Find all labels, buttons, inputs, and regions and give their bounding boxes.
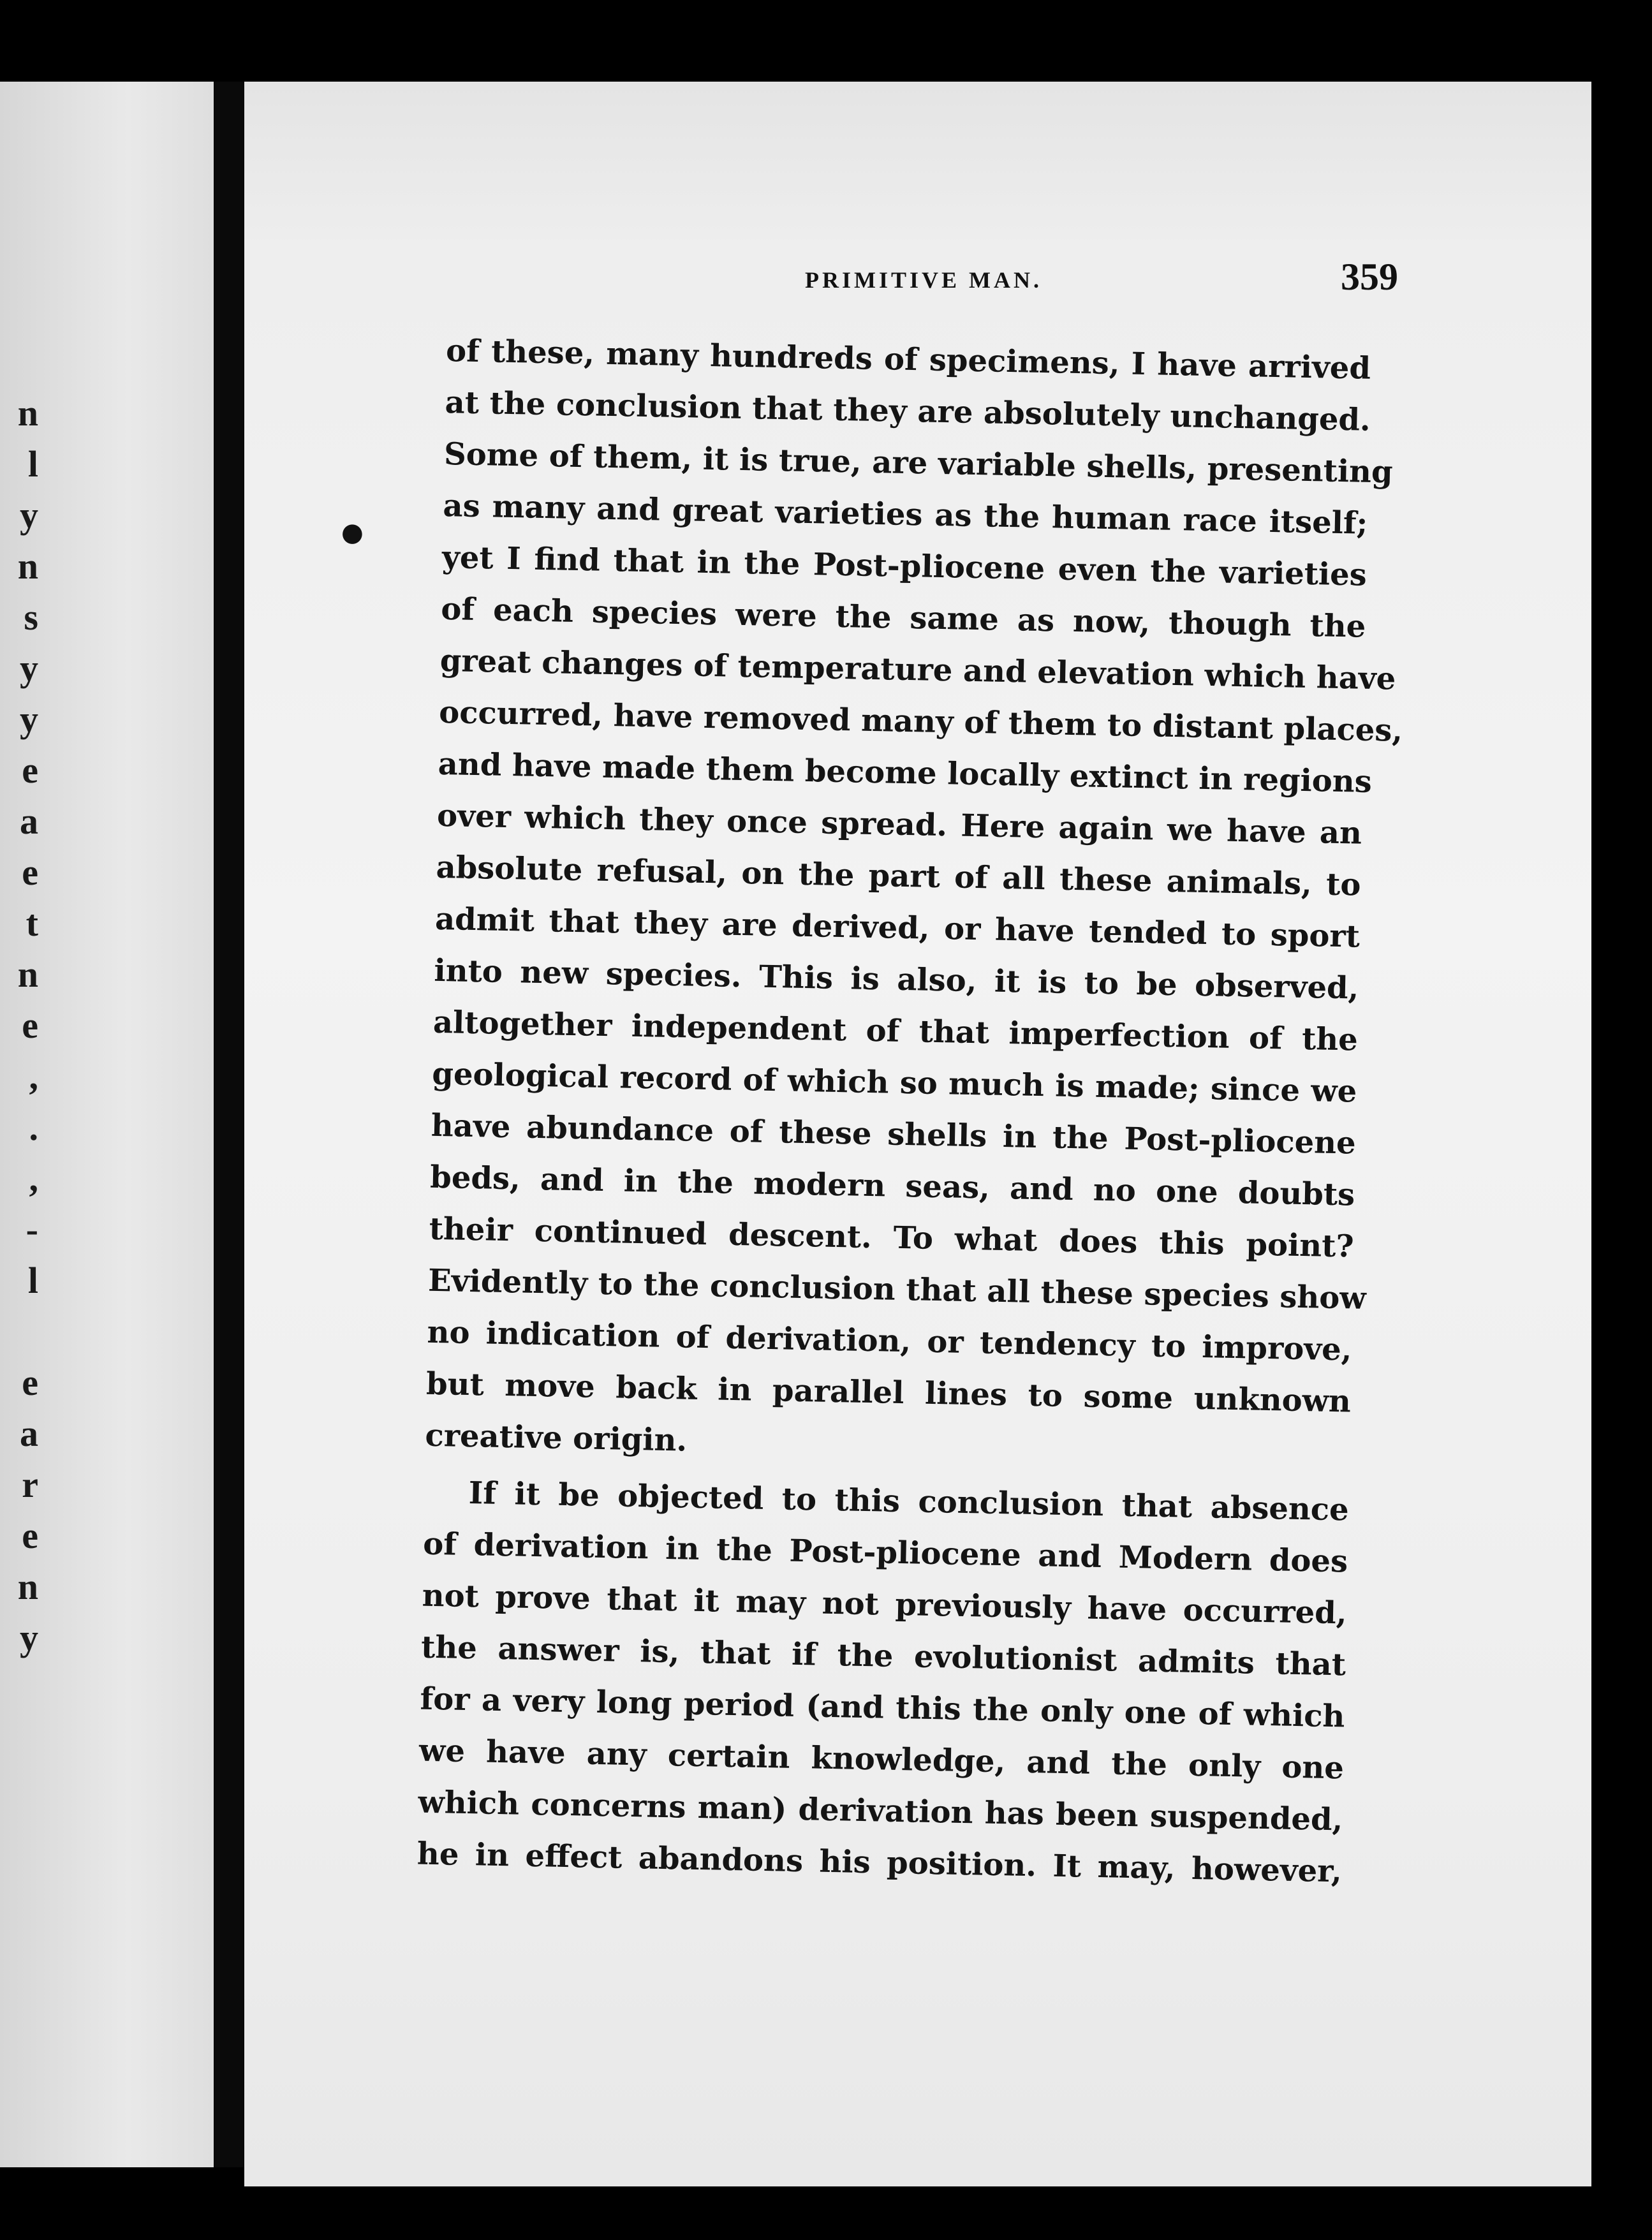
text-line: occurred, have removed many of them to distant places, [438,694,1403,749]
margin-glyph: y [20,647,38,689]
text-line: we have any certain knowledge, and the only one [418,1732,1345,1787]
text-line: into new species. This is also, it is to be observed, [434,952,1359,1006]
margin-glyph: . [29,1107,38,1148]
margin-glyph [0,1306,38,1357]
margin-glyph: l [27,1260,38,1301]
text-line: great changes of temperature and elevation which have [439,642,1396,697]
margin-glyph: s [24,596,38,638]
text-line: of each species were the same as now, though the [440,591,1366,645]
text-line: Some of them, it is true, are variable shells, presenting [443,436,1394,490]
text-line: creative origin. [425,1417,688,1459]
body-text [417,325,1403,1897]
margin-glyph: a [20,1413,38,1454]
text-line: for a very long period (and this the only one of which [420,1681,1345,1735]
page-header [805,255,1398,309]
paragraph-2 [417,1467,1349,1898]
margin-glyph: , [29,1158,38,1199]
text-line: he in effect abandons his position. It may, however, [417,1836,1343,1890]
ink-mark: ● [341,518,364,547]
margin-glyph: n [17,1566,38,1607]
book-gutter [214,82,244,2167]
text-line: the answer is, that if the evolutionist admits that [420,1629,1346,1683]
text-line: their continued descent. To what does this point? [429,1211,1355,1265]
facing-page-margin-text [0,388,38,1663]
text-line: no indication of derivation, or tendency to improve, [427,1314,1352,1368]
text-line: admit that they are derived, or have tended to sport [434,901,1361,955]
text-line: which concerns man) derivation has been suspended, [418,1784,1343,1838]
text-line: yet I find that in the Post-pliocene even the varieties [441,539,1368,593]
margin-glyph: n [17,392,38,434]
page-number: 359 [1341,256,1398,298]
margin-glyph: , [29,1056,38,1097]
margin-glyph: e [22,851,38,893]
margin-glyph: e [22,1362,38,1403]
text-line: have abundance of these shells in the Post-pliocene [431,1107,1357,1161]
text-line: but move back in parallel lines to some unknown [425,1366,1352,1420]
margin-glyph: l [27,443,38,485]
margin-glyph: e [22,1515,38,1556]
margin-glyph: y [20,494,38,536]
margin-glyph: - [26,1209,38,1250]
paragraph-1 [425,325,1403,1480]
margin-glyph: r [22,1464,38,1505]
running-head: PRIMITIVE MAN. [805,267,1042,293]
text-line: absolute refusal, on the part of all these animals, to [436,849,1361,903]
text-line: of these, many hundreds of specimens, I have arrived [445,332,1371,387]
margin-glyph: y [20,698,38,740]
text-line: If it be objected to this conclusion that absence [468,1475,1350,1528]
facing-page [0,82,214,2167]
margin-glyph: t [26,903,38,944]
text-line: Evidently to the conclusion that all these species show [427,1262,1367,1316]
margin-glyph: n [17,545,38,587]
margin-glyph: n [17,954,38,995]
text-line: at the conclusion that they are absolutely unchanged. [445,384,1371,438]
text-line: beds, and in the modern seas, and no one doubts [429,1159,1355,1213]
text-line: of derivation in the Post-pliocene and Modern does [422,1526,1348,1580]
text-line: and have made them become locally extinct in regions [438,746,1373,800]
margin-glyph: e [22,1005,38,1046]
text-line: not prove that it may not previously have occurred, [422,1577,1348,1632]
text-line: as many and great varieties as the human race itself; [443,487,1368,542]
text-line: altogether independent of that imperfection of the [432,1004,1359,1058]
margin-glyph: y [20,1617,38,1658]
text-line: geological record of which so much is made; since we [431,1056,1357,1110]
margin-glyph: a [20,800,38,842]
margin-glyph: e [22,749,38,791]
text-line: over which they once spread. Here again we have an [436,797,1362,851]
